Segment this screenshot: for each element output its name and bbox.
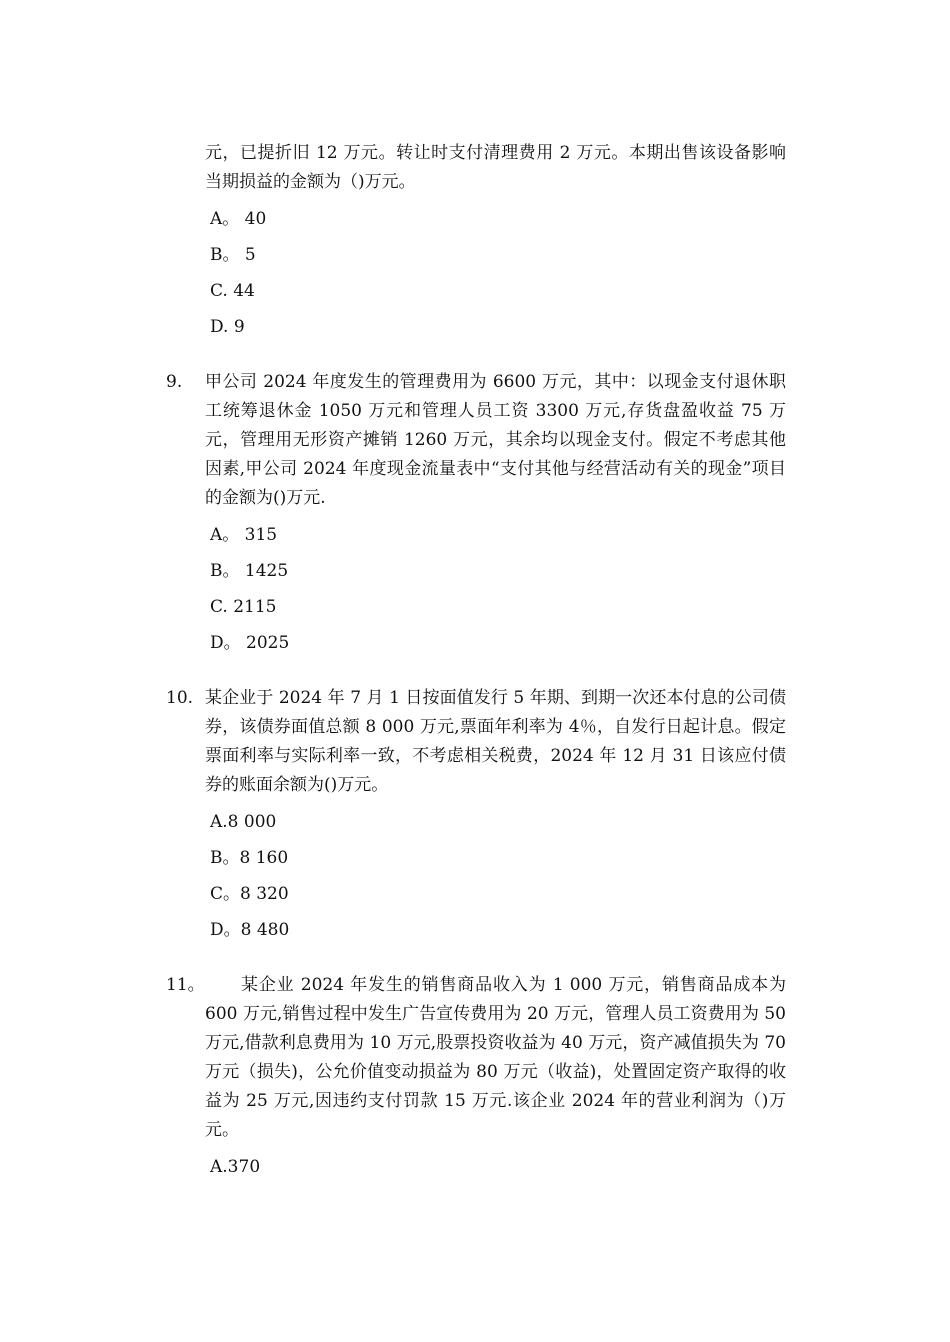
question-8-continued [166, 139, 786, 342]
option-d: D。 2025 [210, 633, 290, 653]
option-a: A.370 [210, 1157, 261, 1177]
option-c: C. 2115 [210, 597, 277, 617]
option-b: B。 5 [210, 245, 256, 265]
question-number: 11。 [166, 975, 205, 995]
option-d: D. 9 [210, 317, 245, 337]
question-text: 某企业于 2024 年 7 月 1 日按面值发行 5 年期、到期一次还本付息的公司债券，该债券面值总额 8 000 万元,票面年利率为 4％，自发行日起计息。假定票面利率与实际利率一致，不考虑相关税费，2024 年 12 月 31 日该应付债券的账面余额为()万元。 [205, 688, 786, 795]
question-text: 元，已提折旧 12 万元。转让时支付清理费用 2 万元。本期出售该设备影响当期损益的金额为（)万元。 [205, 143, 786, 192]
question-number: 9. [166, 372, 183, 392]
option-a: A。 315 [210, 525, 278, 545]
question-number: 10. [166, 688, 194, 708]
option-a: A。 40 [210, 209, 267, 229]
option-c: C。8 320 [210, 884, 289, 904]
option-b: B。 1425 [210, 561, 289, 581]
question-11 [166, 971, 786, 1182]
option-c: C. 44 [210, 281, 255, 301]
option-d: D。8 480 [210, 920, 290, 940]
option-a: A.8 000 [210, 812, 277, 832]
question-text: 某企业 2024 年发生的销售商品收入为 1 000 万元，销售商品成本为 600 万元,销售过程中发生广告宣传费用为 20 万元，管理人员工资费用为 50 万元,借款利息费用为 10 万元,股票投资收益为 40 万元，资产减值损失为 70 万元（损失)，公允价值变动损益为 80 万元（收益)，处置固定资产取得的收益为 25 万元,因违约支付罚款 15 万元.该企业 2024 年的营业利润为（)万元。 [205, 975, 786, 1140]
question-text: 甲公司 2024 年度发生的管理费用为 6600 万元，其中：以现金支付退休职工统筹退休金 1050 万元和管理人员工资 3300 万元,存货盘盈收益 75 万元，管理用无形资产摊销 1260 万元，其余均以现金支付。假定不考虑其他因素,甲公司 2024 年度现金流量表中“支付其他与经营活动有关的现金”项目的金额为()万元. [205, 372, 786, 508]
question-10 [166, 684, 786, 945]
option-b: B。8 160 [210, 848, 289, 868]
question-9 [166, 368, 786, 658]
